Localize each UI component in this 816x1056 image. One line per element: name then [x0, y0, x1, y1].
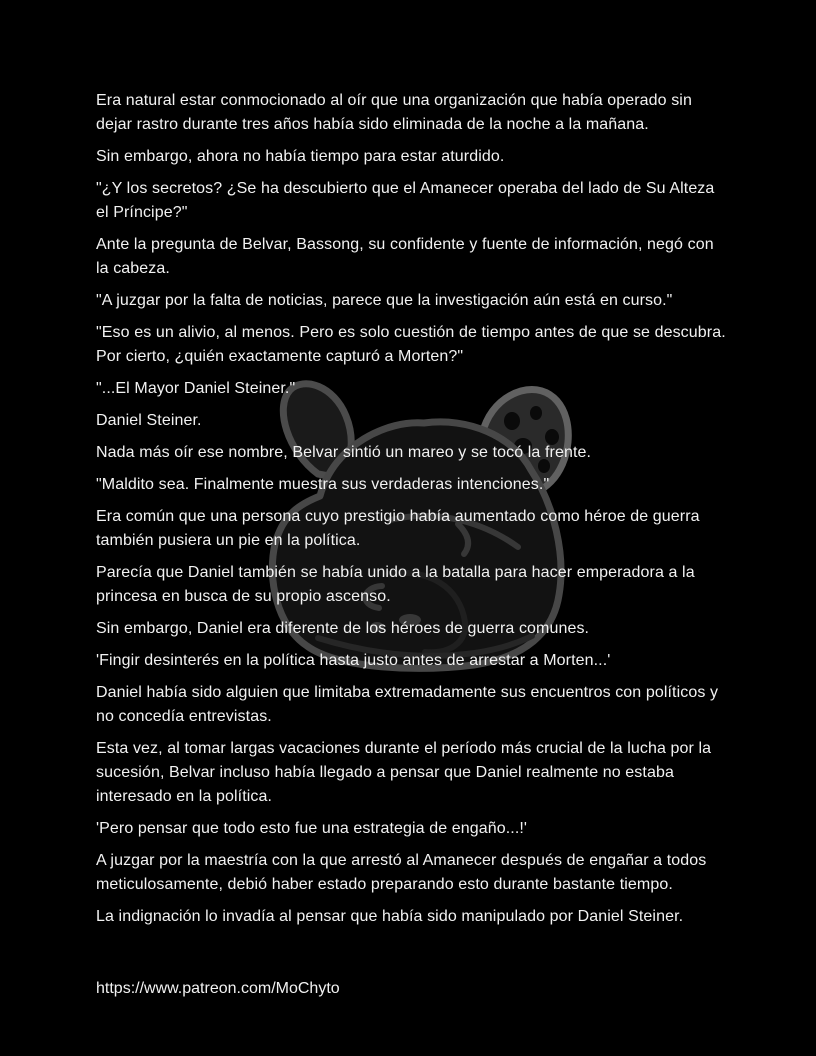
- paragraph: "Eso es un alivio, al menos. Pero es solo cuestión de tiempo antes de que se descubra. Por cierto, ¿quién exactamente capturó a Morten?": [96, 324, 726, 365]
- paragraph: "A juzgar por la falta de noticias, parece que la investigación aún está en curso.": [96, 292, 673, 309]
- paragraph: "Maldito sea. Finalmente muestra sus verdaderas intenciones.": [96, 476, 550, 493]
- paragraph: Parecía que Daniel también se había unido a la batalla para hacer emperadora a la princesa en busca de su propio ascenso.: [96, 564, 695, 605]
- paragraph: Daniel había sido alguien que limitaba extremadamente sus encuentros con políticos y no concedía entrevistas.: [96, 684, 719, 725]
- paragraph: "...El Mayor Daniel Steiner.": [96, 380, 296, 397]
- paragraph: "¿Y los secretos? ¿Se ha descubierto que el Amanecer operaba del lado de Su Alteza el Príncipe?": [96, 180, 715, 221]
- text-body: [96, 89, 730, 929]
- paragraph: 'Pero pensar que todo esto fue una estrategia de engaño...!': [96, 820, 528, 837]
- paragraph: Nada más oír ese nombre, Belvar sintió un mareo y se tocó la frente.: [96, 444, 592, 461]
- paragraph: A juzgar por la maestría con la que arrestó al Amanecer después de engañar a todos meticulosamente, debió haber estado preparando esto durante bastante tiempo.: [96, 852, 707, 893]
- paragraph: Sin embargo, Daniel era diferente de los héroes de guerra comunes.: [96, 620, 590, 637]
- paragraph: Daniel Steiner.: [96, 412, 202, 429]
- paragraph: Sin embargo, ahora no había tiempo para estar aturdido.: [96, 148, 505, 165]
- paragraph: La indignación lo invadía al pensar que había sido manipulado por Daniel Steiner.: [96, 908, 684, 925]
- paragraph: Era común que una persona cuyo prestigio había aumentado como héroe de guerra también pusiera un pie en la política.: [96, 508, 700, 549]
- patreon-url[interactable]: https://www.patreon.com/MoChyto: [96, 980, 340, 997]
- paragraph: 'Fingir desinterés en la política hasta justo antes de arrestar a Morten...': [96, 652, 611, 669]
- paragraph: Ante la pregunta de Belvar, Bassong, su confidente y fuente de información, negó con la cabeza.: [96, 236, 714, 277]
- paragraph: Esta vez, al tomar largas vacaciones durante el período más crucial de la lucha por la sucesión, Belvar incluso había llegado a pensar que Daniel realmente no estaba interesado en la política.: [96, 740, 712, 805]
- paragraph: Era natural estar conmocionado al oír que una organización que había operado sin dejar rastro durante tres años había sido eliminada de la noche a la mañana.: [96, 92, 692, 133]
